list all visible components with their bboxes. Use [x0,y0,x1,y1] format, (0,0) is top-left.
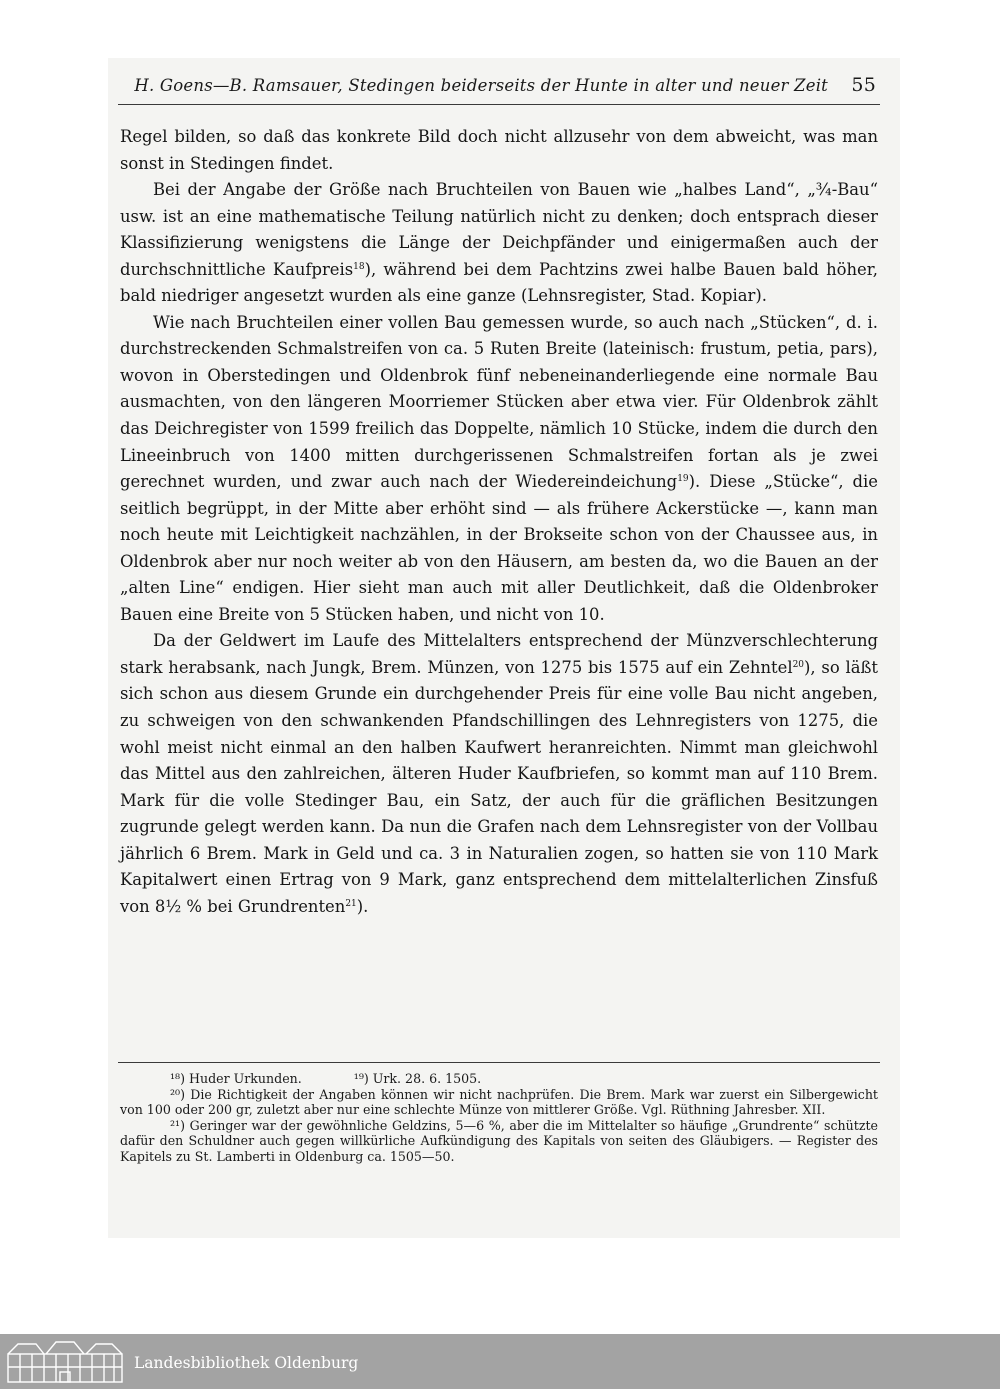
footnote-ref-20: 20 [792,659,805,670]
footnote-ref-19: 19 [677,474,689,485]
library-name: Landesbibliothek Oldenburg [134,1354,359,1372]
library-banner [0,1334,1000,1389]
paragraph-3: Wie nach Bruchteilen einer vollen Bau gemessen wurde, so auch nach „Stücken“, d. i. durchstreckenden Schmalstreifen von ca. 5 Ruten Breite (lateinisch: frustum, petia, pars), wovon in Oberstedingen und Oldenbrok fünf nebeneinanderliegende eine normale Bau ausmachten, von den längeren Moorriemer Stücken aber etwa vier. Für Oldenbrok zählt das Deichregister von 1599 freilich das Doppelte, nämlich 10 Stücke, indem die durch den Lineeinbruch von 1400 mitten durchgerissenen Schmalstreifen fortan als je zwei gerechnet wurden, und zwar auch nach der Wiedereindeichung$^{19}$). Diese „Stücke“, die seitlich begrüppt, in der Mitte aber erhöht sind — als frühere Ackerstücke —, kann man noch heute mit Leichtigkeit nachzählen, in der Brokseite schon von der Chaussee aus, in Oldenbrok aber nur noch weiter ab von den Häusern, am besten da, wo die Bauen an der „alten Line“ endigen. Hier sieht man auch mit aller Deutlichkeit, daß die Oldenbroker Bauen eine Breite von 5 Stücken haben, und nicht von 10. [120,312,878,624]
running-header [118,72,880,102]
paragraph-1: Regel bilden, so daß das konkrete Bild doch nicht allzusehr von dem abweicht, was man sonst in Stedingen findet. [120,127,878,173]
footnote-18: ¹⁸) Huder Urkunden. [170,1071,302,1086]
footnote-21: ²¹) Geringer war der gewöhnliche Geldzins, 5—6 %, aber die im Mittelalter so häufige „Grundrente“ schützte dafür den Schuldner auch gegen willkürliche Aufkündigung des Kapitals von seiten des Gläubigers. — Register des Kapitels zu St. Lamberti in Oldenburg ca. 1505—50. [120,1117,878,1164]
main-text [120,124,878,920]
footnotes [120,1071,878,1165]
footnote-ref-21: 21 [345,898,357,909]
paragraph-2: Bei der Angabe der Größe nach Bruchteilen von Bauen wie „halbes Land“, „¾-Bau“ usw. ist an eine mathematische Teilung natürlich nicht zu denken; doch entsprach dieser Klassifizierung wenigstens die Länge der Deichpfänder und einigermaßen auch der durchschnittliche Kaufpreis$^{18}$), während bei dem Pachtzins zwei halbe Bauen bald höher, bald niedriger angesetzt wurden als eine ganze (Lehnsregister, Stad. Kopiar). [120,180,878,306]
page-number: 55 [851,74,876,96]
footnote-ref-18: 18 [353,261,365,272]
running-title: H. Goens—B. Ramsauer, Stedingen beiderseits der Hunte in alter und neuer Zeit [134,76,828,95]
footnote-19: ¹⁹) Urk. 28. 6. 1505. [353,1071,482,1086]
footnote-20: ²⁰) Die Richtigkeit der Angaben können wir nicht nachprüfen. Die Brem. Mark war zuerst ein Silbergewicht von 100 oder 200 gr, zuletzt aber nur eine schlechte Münze von mittlerer Größe. Vgl. Rüthning Jahresber. XII. [120,1086,878,1118]
paragraph-4: Da der Geldwert im Laufe des Mittelalters entsprechend der Münzverschlechterung stark herabsank, nach Jungk, Brem. Münzen, von 1275 bis 1575 auf ein Zehntel$^{20}$), so läßt sich schon aus diesem Grunde ein durchgehender Preis für eine volle Bau nicht angeben, zu schweigen von den schwankenden Pfandschillingen des Lehnregisters von 1275, die wohl meist nicht einmal an den halben Kaufwert heranreichten. Nimmt man gleichwohl das Mittel aus den zahlreichen, älteren Huder Kaufbriefen, so kommt man auf 110 Brem. Mark für die volle Stedinger Bau, ein Satz, der auch für die gräflichen Besitzungen zugrunde gelegt werden kann. Da nun die Grafen nach dem Lehnsregister von der Vollbau jährlich 6 Brem. Mark in Geld und ca. 3 in Naturalien zogen, so hatten sie von 110 Mark Kapitalwert einen Ertrag von 9 Mark, ganz entsprechend dem mittelalterlichen Zinsfuß von 8½ % bei Grundrenten$^{21}$). [120,631,878,916]
footnote-rule [118,1062,880,1063]
library-building-icon [6,1340,124,1388]
header-rule [118,104,880,105]
footnote-18-19 [120,1071,878,1087]
